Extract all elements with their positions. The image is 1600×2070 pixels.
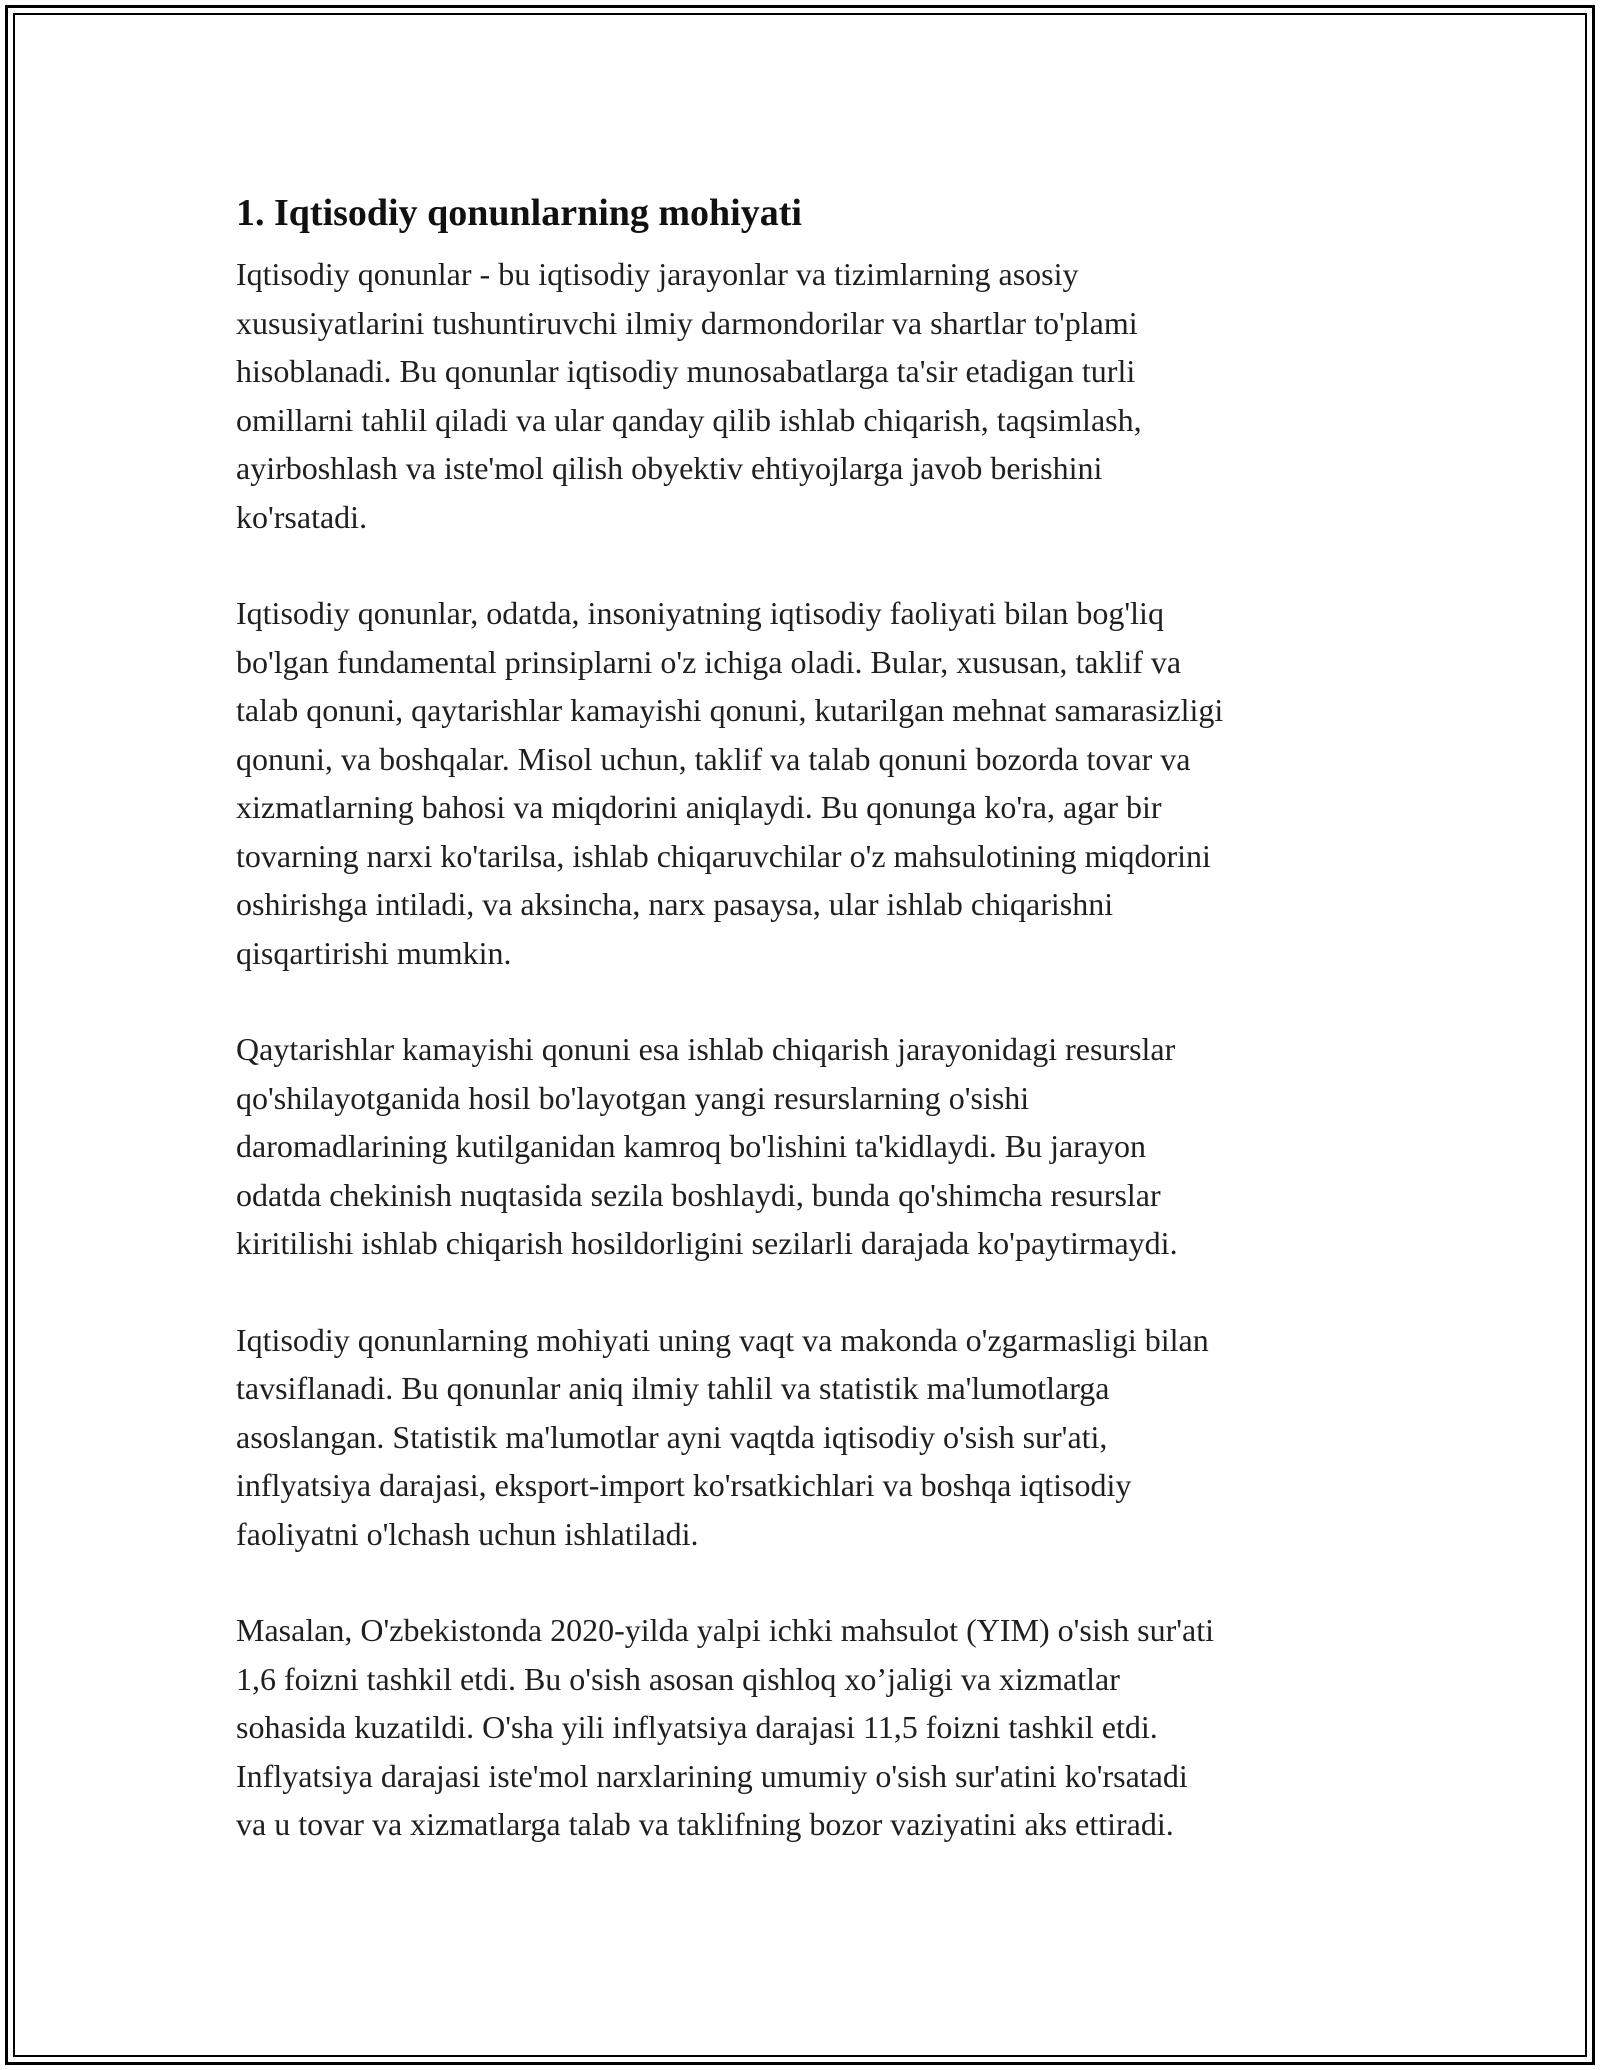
paragraph-3 [236,1025,1376,1268]
paragraph-line: Inflyatsiya darajasi iste'mol narxlarining umumiy o'sish sur'atini ko'rsatadi [236,1757,1188,1794]
paragraph-1 [236,250,1376,541]
paragraph-line: faoliyatni o'lchash uchun ishlatiladi. [236,1515,699,1552]
paragraph-line: qisqartirishi mumkin. [236,934,512,971]
paragraph-4 [236,1316,1376,1559]
paragraph-line: xizmatlarning bahosi va miqdorini aniqlaydi. Bu qonunga ko'ra, agar bir [236,789,1162,825]
paragraph-line: Masalan, O'zbekistonda 2020-yilda yalpi ichki mahsulot (YIM) o'sish sur'ati [236,1612,1215,1648]
paragraph-line: sohasida kuzatildi. O'sha yili inflyatsiya darajasi 11,5 foizni tashkil etdi. [236,1709,1158,1745]
document-body [236,186,1376,1897]
paragraph-line: tavsiflanadi. Bu qonunlar aniq ilmiy tahlil va statistik ma'lumotlarga [236,1370,1110,1406]
paragraph-line: qonuni, va boshqalar. Misol uchun, taklif va talab qonuni bozorda tovar va [236,740,1191,777]
paragraph-2 [236,589,1376,977]
paragraph-line: Iqtisodiy qonunlarning mohiyati uning vaqt va makonda o'zgarmasligi bilan [236,1321,1209,1358]
paragraph-line: inflyatsiya darajasi, eksport-import ko'rsatkichlari va boshqa iqtisodiy [236,1467,1132,1503]
paragraph-line: Iqtisodiy qonunlar - bu iqtisodiy jarayonlar va tizimlarning asosiy [236,256,1079,292]
paragraph-line: tovarning narxi ko'tarilsa, ishlab chiqaruvchilar o'z mahsulotining miqdorini [236,837,1211,874]
paragraph-line: kiritilishi ishlab chiqarish hosildorligini sezilarli darajada ko'paytirmaydi. [236,1225,1178,1261]
paragraph-line: odatda chekinish nuqtasida sezila boshlaydi, bunda qo'shimcha resurslar [236,1176,1161,1213]
paragraph-line: talab qonuni, qaytarishlar kamayishi qonuni, kutarilgan mehnat samarasizligi [236,692,1224,728]
paragraph-line: Iqtisodiy qonunlar, odatda, insoniyatning iqtisodiy faoliyati bilan bog'liq [236,595,1164,631]
paragraph-line: va u tovar va xizmatlarga talab va taklifning bozor vaziyatini aks ettiradi. [236,1806,1174,1842]
paragraph-line: xususiyatlarini tushuntiruvchi ilmiy darmondorilar va shartlar to'plami [236,304,1138,341]
paragraph-line: ko'rsatadi. [236,498,368,535]
paragraph-line: hisoblanadi. Bu qonunlar iqtisodiy munosabatlarga ta'sir etadigan turli [236,353,1136,389]
section-title: 1. Iqtisodiy qonunlarning mohiyati [236,192,802,234]
paragraph-line: bo'lgan fundamental prinsiplarni o'z ichiga oladi. Bular, xususan, taklif va [236,643,1182,680]
paragraph-line: 1,6 foizni tashkil etdi. Bu o'sish asosan qishloq xo’jaligi va xizmatlar [236,1660,1120,1697]
paragraph-line: Qaytarishlar kamayishi qonuni esa ishlab chiqarish jarayonidagi resurslar [236,1031,1176,1067]
paragraph-line: oshirishga intiladi, va aksincha, narx pasaysa, ular ishlab chiqarishni [236,886,1114,922]
paragraph-line: omillarni tahlil qiladi va ular qanday qilib ishlab chiqarish, taqsimlash, [236,401,1142,438]
paragraph-line: asoslangan. Statistik ma'lumotlar ayni vaqtda iqtisodiy o'sish sur'ati, [236,1418,1108,1455]
paragraph-line: daromadlarining kutilganidan kamroq bo'lishini ta'kidlaydi. Bu jarayon [236,1128,1147,1164]
paragraph-line: qo'shilayotganida hosil bo'layotgan yangi resurslarning o'sishi [236,1079,1030,1116]
paragraph-line: ayirboshlash va iste'mol qilish obyektiv ehtiyojlarga javob berishini [236,450,1103,486]
paragraph-5 [236,1606,1376,1849]
